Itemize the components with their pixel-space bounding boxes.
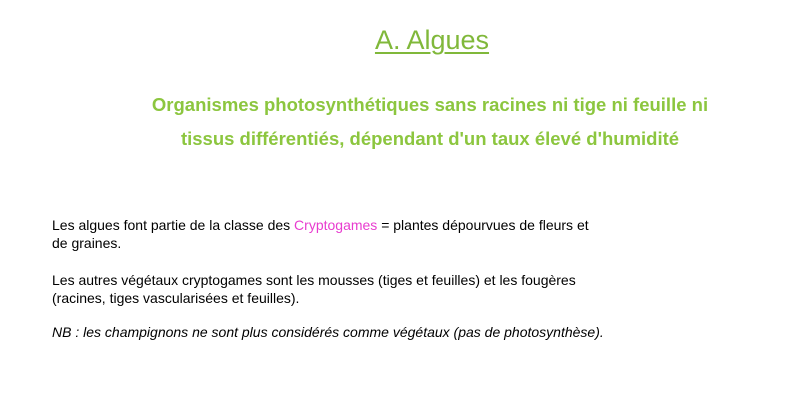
paragraph-cryptogames-line-2: de graines. bbox=[52, 235, 122, 251]
subtitle-line-1: Organismes photosynthétiques sans racines ni tige ni feuille ni bbox=[151, 94, 709, 115]
paragraph-cryptogames bbox=[52, 216, 752, 252]
paragraph-other-line-2: (racines, tiges vascularisées et feuilles). bbox=[52, 290, 300, 306]
paragraph-nb-note: NB : les champignons ne sont plus considérés comme végétaux (pas de photosynthèse). bbox=[52, 324, 604, 340]
paragraph-other-line-1: Les autres végétaux cryptogames sont les mousses (tiges et feuilles) et les fougères bbox=[52, 272, 576, 288]
paragraph-cryptogames-before: Les algues font partie de la classe des bbox=[52, 217, 295, 233]
paragraph-other-cryptogames bbox=[52, 271, 752, 307]
slide-subtitle bbox=[90, 88, 770, 156]
slide-title: A. Algues bbox=[374, 25, 490, 55]
cryptogames-highlight: Cryptogames bbox=[294, 217, 378, 233]
subtitle-line-2: tissus différentiés, dépendant d'un taux élevé d'humidité bbox=[180, 128, 680, 149]
paragraph-cryptogames-line-1 bbox=[52, 216, 752, 234]
paragraph-cryptogames-after: = plantes dépourvues de fleurs et bbox=[377, 217, 589, 233]
